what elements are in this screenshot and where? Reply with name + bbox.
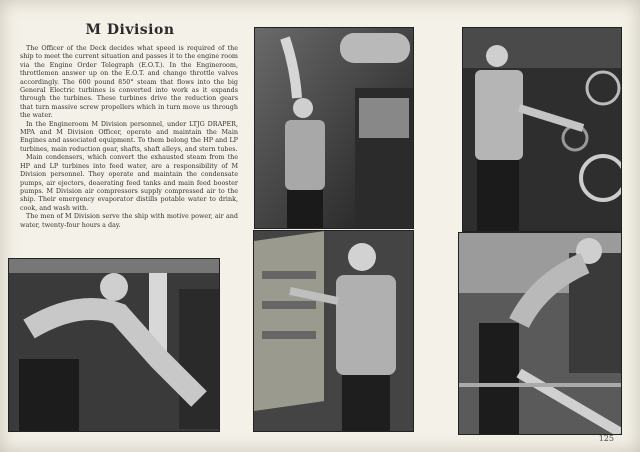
page-number: 125 (598, 434, 614, 443)
photo-sailor-leaning-equipment (8, 258, 220, 432)
article-text (20, 44, 238, 229)
paragraph-1: The Officer of the Deck decides what speed is required of the ship to meet the current situation and passes it to the engine room via the Engine Order Telegraph (E.O.T.). In the Engineroom, throttlemen answer up on the E.O.T. and change throttle valves accordingly. The 600 pound 850° steam that flows into the big General Electric turbines is converted into work as it expands through the turbines. These turbines drive the reduction gears that turn massive screw propellers which in turn move us through the water. (20, 44, 238, 120)
page-title: M Division (85, 22, 175, 38)
photo-sailor-at-valve-wheels (462, 27, 622, 232)
paragraph-2: In the Engineroom M Division personnel, under LTJG DRAPER, MPA and M Division Officer, operate and maintain the Main Engines and associated equipment. To them belong the HP and LP turbines, main reduction gear, shafts, shaft alleys, and stern tubes. (20, 119, 238, 153)
paragraph-4: The men of M Division serve the ship with motive power, air and water, twenty-four hours a day. (20, 212, 238, 229)
photo-sailor-at-control-panel (253, 230, 414, 432)
paragraph-3: Main condensers, which convert the exhausted steam from the HP and LP turbines into feed water, are a responsibility of M Division personnel. They operate and maintain the condensate pumps, air ejectors, deaerating feed tanks and main feed booster pumps. M Division air compressors supply compressed air to the ship. Their emergency evaporator distills potable water to drink, cook, and wash with. (20, 153, 238, 212)
photo-sailor-reaching-valve (254, 27, 414, 229)
photo-sailor-bending-workstation (458, 232, 622, 435)
